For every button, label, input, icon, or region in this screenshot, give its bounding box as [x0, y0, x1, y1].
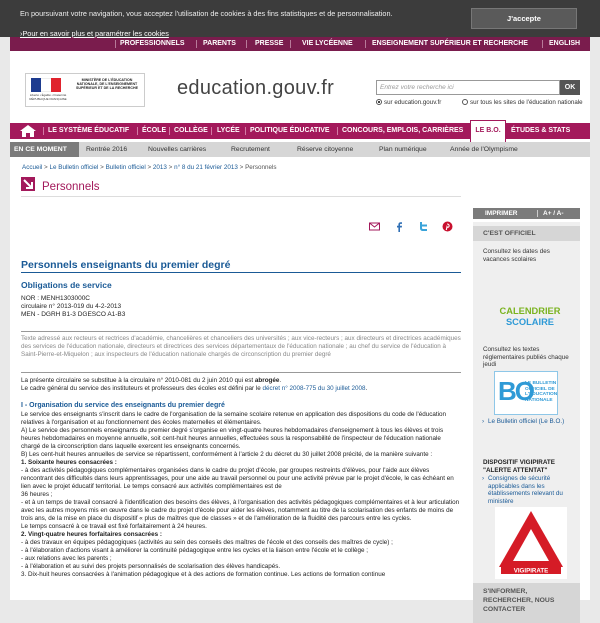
- nav-le-bo[interactable]: LE B.O.: [470, 120, 506, 142]
- vigipirate-link[interactable]: [483, 475, 575, 505]
- article-references: [21, 295, 125, 319]
- calendar-logo-line2: SCOLAIRE: [505, 317, 555, 327]
- logo-republique: Liberté • Égalité • Fraternité RÉPUBLIQUE FRANÇAISE: [29, 93, 67, 101]
- article-addressees: Texte adressé aux recteurs et rectrices d'académie, chancelières et chanceliers des universités ; aux vice-recteurs ; aux directeurs et directrices académiques des services de l'éducation nationale, directeurs et directrices des services départementaux de l'éducation nationale ; au chef du service de l'éducation à Saint-Pierre-et-Miquelon ; aux inspecteurs de l'éducation nationale chargés de circonscription du premier degré: [21, 335, 461, 358]
- intro-strong: abrogée: [254, 377, 280, 384]
- divider: [211, 127, 212, 135]
- divider: [245, 127, 246, 135]
- topnav-enseignement-superieur[interactable]: ENSEIGNEMENT SUPÉRIEUR ET RECHERCHE: [372, 40, 528, 47]
- divider: [537, 210, 538, 217]
- font-size-button[interactable]: A+ / A-: [543, 210, 564, 217]
- radio-this-site[interactable]: [376, 99, 441, 106]
- calendar-scolaire-logo[interactable]: [490, 306, 570, 336]
- nav-concours[interactable]: CONCOURS, EMPLOIS, CARRIÈRES: [342, 127, 464, 134]
- paragraph: - à des activités pédagogiques complémentaires organisées dans le cadre du projet d'école, par groupes restreints d'élèves, pour l'aide aux élèves rencontrant des difficultés dans leurs apprentissages, pour une aide au travail personnel ou pour une activité prévue par le projet d'école, le cas échéant en lien avec le projet éducatif territorial. Le temps consacré aux activités complémentaires est de: [21, 467, 454, 490]
- paragraph: - aux relations avec les parents ;: [21, 555, 112, 562]
- reference-line: MEN - DGRH B1-3 DGESCO A1-B3: [21, 311, 126, 318]
- sub-nav: [10, 142, 590, 157]
- section-arrow-icon: [21, 177, 35, 191]
- bo-text: Consultez les textes réglementaires publiés chaque jeudi: [483, 346, 569, 368]
- divider: [290, 40, 291, 48]
- home-icon[interactable]: [20, 125, 36, 137]
- nav-politique-educative[interactable]: POLITIQUE ÉDUCATIVE: [250, 127, 330, 134]
- intro-text: La présente circulaire se substitue à la circulaire n° 2010-081 du 2 juin 2010 qui est: [21, 377, 255, 384]
- subnav-olympisme[interactable]: Année de l'Olympisme: [450, 146, 518, 153]
- paragraph: - à des travaux en équipes pédagogiques (activités au sein des conseils des maîtres de l'école et des conseils des maîtres de cycle) ;: [21, 539, 393, 546]
- pinterest-share-icon[interactable]: [442, 221, 453, 232]
- paragraph: Le temps consacré à ce travail est fixé forfaitairement à 24 heures.: [21, 523, 207, 530]
- radio-unselected-icon: [462, 99, 468, 105]
- page: [10, 37, 590, 613]
- divider: [21, 331, 461, 332]
- breadcrumb-item[interactable]: n° 8 du 21 février 2013: [174, 164, 238, 171]
- article-subtitle: Obligations de service: [21, 280, 112, 290]
- divider: [169, 127, 170, 135]
- divider: [542, 40, 543, 48]
- paragraph: A) Le service des personnels enseignants du premier degré s'organise en vingt-quatre heures hebdomadaires d'enseignement à tous les élèves et trois heures hebdomadaires en moyenne annuelle, soit cent-huit heures annuelles, effectuées sous la responsabilité de l'inspecteur de l'éducation nationale chargé de la circonscription dans laquelle exercent les enseignants concernés.: [21, 427, 444, 450]
- article-body: [21, 411, 461, 579]
- bo-link-label: Le Bulletin officiel (Le B.O.): [488, 418, 565, 425]
- topnav-professionnels[interactable]: PROFESSIONNELS: [120, 40, 185, 47]
- decree-link[interactable]: décret n° 2008-775 du 30 juillet 2008: [262, 385, 366, 392]
- divider: [21, 372, 461, 373]
- subnav-nouvelles-carrieres[interactable]: Nouvelles carrières: [148, 146, 207, 153]
- subnav-en-ce-moment: EN CE MOMENT: [10, 142, 79, 157]
- intro-text: Le cadre général du service des instituteurs et professeurs des écoles est défini par le: [21, 385, 263, 392]
- topnav-parents[interactable]: PARENTS: [203, 40, 236, 47]
- breadcrumb-item[interactable]: Le Bulletin officiel: [49, 164, 99, 171]
- bo-link[interactable]: [483, 418, 575, 426]
- paragraph: 3. Dix-huit heures consacrées à l'animation pédagogique et à des actions de formation continue. Les actions de formation continue: [21, 571, 386, 578]
- subnav-reserve-citoyenne[interactable]: Réserve citoyenne: [297, 146, 354, 153]
- tools-bar: [473, 208, 580, 219]
- breadcrumb-current: Personnels: [245, 164, 277, 171]
- radio-all-sites-label: sur tous les sites de l'éducation nationale: [470, 99, 583, 106]
- divider: [21, 272, 461, 273]
- cookie-message: En poursuivant votre navigation, vous acceptez l'utilisation de cookies à des fins statistiques et de personnalisation.: [20, 9, 393, 18]
- paragraph: B) Les cent-huit heures annuelles de service se répartissent, conformément à l'article 2 du décret du 30 juillet 2008 précité, de la manière suivante :: [21, 451, 433, 458]
- cookie-more-link[interactable]: › Pour en savoir plus et paramétrer les cookies: [20, 29, 169, 38]
- paragraph: 36 heures ;: [21, 491, 53, 498]
- section-title: Personnels: [42, 181, 100, 193]
- cookie-accept-button[interactable]: J'accepte: [471, 8, 577, 29]
- search-button[interactable]: OK: [560, 80, 580, 95]
- radio-all-sites[interactable]: [462, 99, 583, 106]
- topnav-presse[interactable]: PRESSE: [255, 40, 284, 47]
- nav-college[interactable]: COLLÈGE: [174, 127, 208, 134]
- breadcrumb-item[interactable]: 2013: [152, 164, 167, 171]
- divider: [137, 127, 138, 135]
- calendar-text: Consultez les dates des vacances scolaires: [483, 248, 550, 263]
- divider: [43, 127, 44, 135]
- vigipirate-link-label: Consignes de sécurité applicables dans les établissements relevant du ministère: [488, 475, 563, 505]
- right-sidebar: [473, 222, 580, 613]
- subnav-recrutement[interactable]: Recrutement: [231, 146, 270, 153]
- vigipirate-title: DISPOSITIF VIGIPIRATE "ALERTE ATTENTAT": [483, 459, 555, 474]
- site-title[interactable]: education.gouv.fr: [177, 77, 335, 99]
- topnav-vie-lyceenne[interactable]: VIE LYCÉENNE: [302, 40, 353, 47]
- email-share-icon[interactable]: [369, 221, 380, 232]
- article-intro: [21, 377, 461, 393]
- search-input[interactable]: Entrez votre recherche ici: [376, 80, 560, 95]
- ministry-logo[interactable]: [25, 73, 145, 107]
- vigipirate-logo[interactable]: [495, 507, 567, 579]
- nav-etudes-stats[interactable]: ÉTUDES & STATS: [511, 127, 571, 134]
- breadcrumb-item[interactable]: Accueil: [22, 164, 43, 171]
- nav-lycee[interactable]: LYCÉE: [217, 127, 240, 134]
- subnav-plan-numerique[interactable]: Plan numérique: [379, 146, 427, 153]
- bo-logo-caption: LE BULLETIN OFFICIEL DE L'ÉDUCATION NATIONALE: [525, 381, 558, 403]
- paragraph: - à l'élaboration d'actions visant à améliorer la continuité pédagogique entre les cycles et la liaison entre l'école et le collège ;: [21, 547, 368, 554]
- divider: [337, 127, 338, 135]
- calendar-logo-line1: CALENDRIER: [499, 306, 561, 316]
- cookie-banner: [0, 0, 600, 37]
- article-title: Personnels enseignants du premier degré: [21, 259, 231, 271]
- reference-line: circulaire n° 2013-019 du 4-2-2013: [21, 303, 122, 310]
- divider: [365, 40, 366, 48]
- bo-logo-letters: BO: [498, 376, 533, 406]
- twitter-share-icon[interactable]: [418, 221, 429, 232]
- radio-this-site-label: sur education.gouv.fr: [384, 99, 442, 106]
- article-section-heading: I - Organisation du service des enseignants du premier degré: [21, 402, 225, 409]
- bulletin-officiel-logo[interactable]: [494, 371, 558, 415]
- radio-selected-icon: [376, 99, 382, 105]
- chevron-right-icon: ›: [482, 475, 485, 482]
- paragraph: Le service des enseignants s'inscrit dans le cadre de l'organisation de la semaine scolaire retenue en application des dispositions du code de l'éducation relatives à l'organisation et au fonctionnement des écoles maternelles et élémentaires.: [21, 411, 447, 426]
- nav-ecole[interactable]: ÉCOLE: [142, 127, 167, 134]
- paragraph: - à l'élaboration et au suivi des projets personnalisés de scolarisation des élèves handicapés.: [21, 563, 281, 570]
- sidebar-header-info: S'INFORMER, RECHERCHER, NOUS CONTACTER: [473, 583, 580, 623]
- divider: [21, 196, 461, 197]
- paragraph: 2. Vingt-quatre heures forfaitaires consacrées :: [21, 531, 162, 538]
- print-button[interactable]: IMPRIMER: [485, 210, 518, 217]
- divider: [246, 40, 247, 48]
- chevron-right-icon: ›: [482, 418, 485, 425]
- subnav-rentree[interactable]: Rentrée 2016: [86, 146, 128, 153]
- breadcrumb-item[interactable]: Bulletin officiel: [105, 164, 146, 171]
- reference-line: NOR : MENH1303000C: [21, 295, 90, 302]
- vigipirate-logo-label: VIGIPIRATE: [513, 567, 549, 575]
- sidebar-header-official: C'EST OFFICIEL: [473, 226, 580, 241]
- paragraph: 1. Soixante heures consacrées :: [21, 459, 117, 466]
- paragraph: - et à un temps de travail consacré à l'identification des besoins des élèves, à l'organisation des activités pédagogiques complémentaires et à leur articulation avec les autres moyens mis en œuvre dans le cadre du projet d'école pour aider les élèves, notamment au titre de la scolarisation des enfants de moins de trois ans, de la mise en place du dispositif « plus de maîtres que de classes » et de l'amélioration de la fluidité des parcours entre les cycles.: [21, 499, 460, 522]
- logo-ministry-name: MINISTÈRE DE L'ÉDUCATION NATIONALE, DE L'ENSEIGNEMENT SUPÉRIEUR ET DE LA RECHERCHE: [76, 78, 138, 91]
- intro-line: Le cadre général du service des instituteurs et professeurs des écoles est défini par le décret n° 2008-775 du 30 juillet 2008.: [21, 385, 368, 392]
- marianne-flag-icon: [31, 78, 61, 92]
- intro-line: La présente circulaire se substitue à la circulaire n° 2010-081 du 2 juin 2010 qui est abrogée.: [21, 377, 282, 384]
- divider: [115, 40, 116, 48]
- top-nav: [10, 37, 590, 51]
- divider: [196, 40, 197, 48]
- topnav-english[interactable]: ENGLISH: [549, 40, 581, 47]
- breadcrumb: Accueil > Le Bulletin officiel > Bulletin officiel > 2013 > n° 8 du 21 février 2013 > Personnels: [22, 164, 277, 171]
- facebook-share-icon[interactable]: [394, 221, 405, 232]
- nav-systeme-educatif[interactable]: LE SYSTÈME ÉDUCATIF: [48, 127, 130, 134]
